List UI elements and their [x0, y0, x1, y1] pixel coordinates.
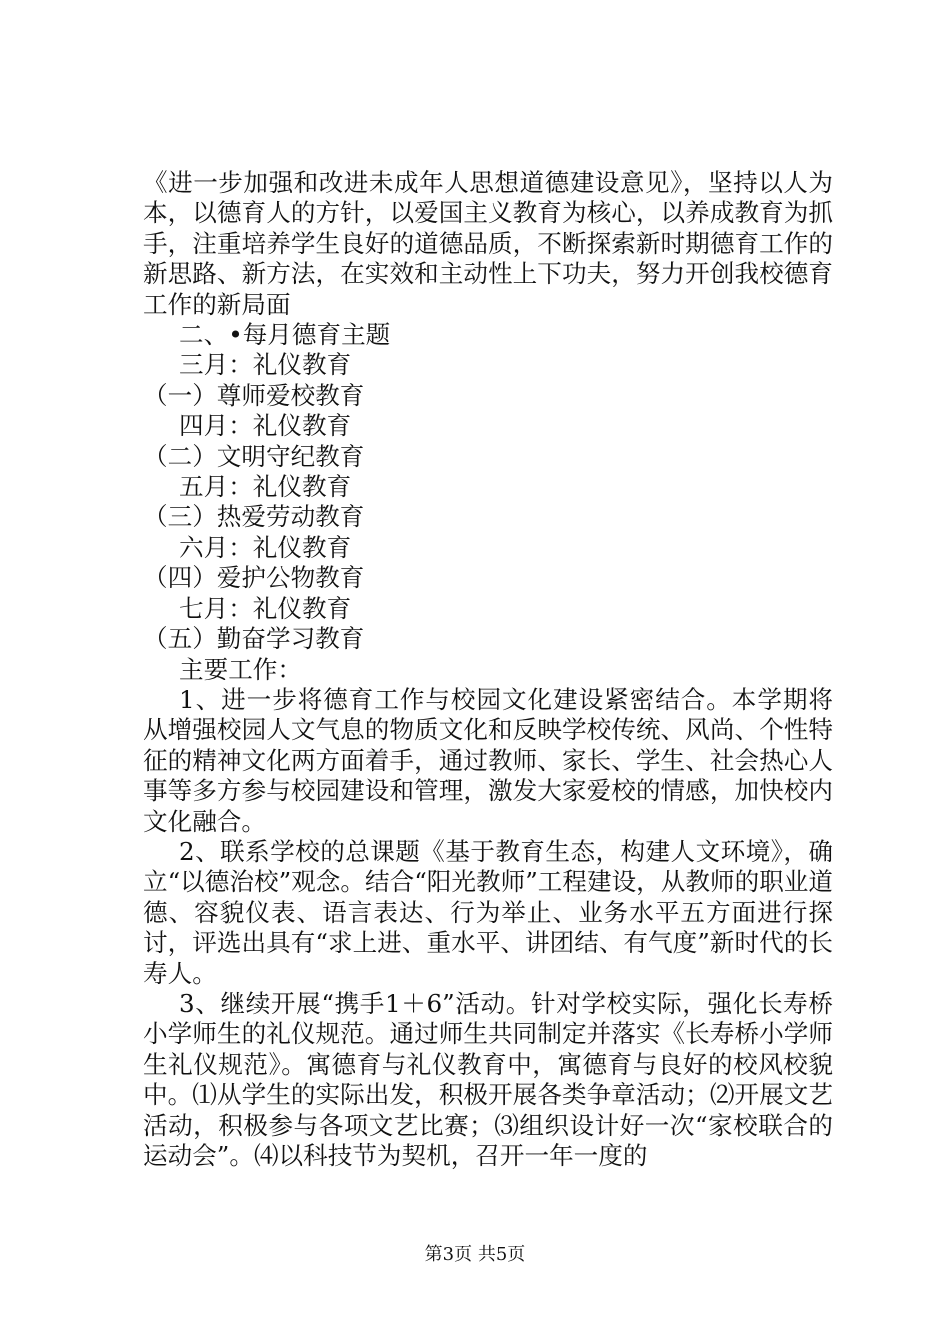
topic-item-3: （三）热爱劳动教育 — [143, 502, 365, 532]
month-june-theme: 六月：礼仪教育 — [179, 532, 352, 562]
page-number-footer: 第3页 共5页 — [424, 1244, 526, 1265]
month-april-theme: 四月：礼仪教育 — [179, 411, 352, 441]
work-item-2: 2、联系学校的总课题《基于教育生态，构建人文环境》，确立“以德治校”观念。结合“阳光教师”工程建设，从教师的职业道德、容貌仪表、语言表达、行为举止、业务水平五方面进行探讨，评选出具有“求上进、重水平、讲团结、有气度”新时代的长寿人。 — [143, 836, 833, 988]
work-item-1: 1、进一步将德育工作与校园文化建设紧密结合。本学期将从增强校园人文气息的物质文化和反映学校传统、风尚、个性特征的精神文化两方面着手，通过教师、家长、学生、社会热心人事等多方参与校园建设和管理，激发大家爱校的情感，加快校内文化融合。 — [143, 684, 833, 836]
topic-item-2: （二）文明守纪教育 — [143, 441, 365, 471]
topic-item-5: （五）勤奋学习教育 — [143, 624, 365, 654]
month-may-theme: 五月：礼仪教育 — [179, 472, 352, 502]
topic-item-4: （四）爱护公物教育 — [143, 563, 365, 593]
month-july-theme: 七月：礼仪教育 — [179, 593, 352, 623]
topic-item-1: （一）尊师爱校教育 — [143, 380, 365, 410]
document-body — [143, 168, 833, 1171]
work-item-3: 3、继续开展“携手1＋6”活动。针对学校实际，强化长寿桥小学师生的礼仪规范。通过师生共同制定并落实《长寿桥小学师生礼仪规范》。寓德育与礼仪教育中，寓德育与良好的校风校貌中。⑴从学生的实际出发，积极开展各类争章活动；⑵开展文艺活动，积极参与各项文艺比赛；⑶组织设计好一次“家校联合的运动会”。⑷以科技节为契机，召开一年一度的 — [143, 988, 833, 1170]
paragraph-intro: 《进一步加强和改进未成年人思想道德建设意见》，坚持以人为本，以德育人的方针，以爱国主义教育为核心，以养成教育为抓手，注重培养学生良好的道德品质，不断探索新时期德育工作的新思路、新方法，在实效和主动性上下功夫，努力开创我校德育工作的新局面 — [143, 168, 833, 319]
main-work-heading: 主要工作： — [179, 654, 302, 684]
month-march-theme: 三月：礼仪教育 — [179, 350, 352, 380]
section-heading-monthly-themes: 二、•每月德育主题 — [179, 320, 391, 350]
